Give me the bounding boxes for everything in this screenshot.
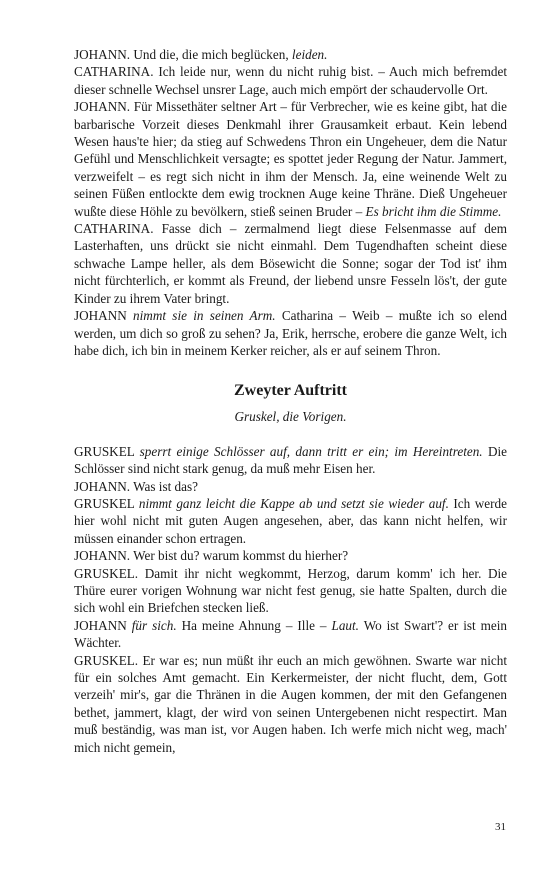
dialogue-text: Ich werde hier wohl nicht mit guten Augen angesehen, aber, das kann nicht helfen, wir müssen einander schon ertragen.: [74, 495, 507, 546]
stage-direction: Es bricht ihm die Stimme.: [365, 203, 502, 219]
dialogue-text: JOHANN. Für Missethäter seltner Art – für Verbrecher, wie es keine gibt, hat die barbarische Vorzeit dieses Denkmahl ihrer Grausamkeit erbaut. Kein lebend Wesen haus'te hier; da stieg auf Schwedens Thron ein Ungeheuer, dem die Natur Gefühl und Menschlichkeit versagte; es spottet jeder Regung der Natur. Jammert, verzweifelt – es regt sich nicht in ihm der Mensch. Ja, eine weinende Welt zu seinen Füßen entlockte dem ewig trocknen Auge keine Thräne. Dieß Ungeheuer wußte diese Höhle zu bevölkern, stieß seinen Bruder –: [74, 99, 507, 219]
dialogue-text: Die Schlösser sind nicht stark genug, da muß mehr Eisen her.: [74, 443, 507, 477]
stage-direction: sperrt einige Schlösser auf, dann tritt er ein; im Hereintreten.: [139, 443, 483, 459]
dialogue-text: GRUSKEL. Er war es; nun müßt ihr euch an mich gewöhnen. Swarte war nicht für ein solches Amt gemacht. Ein Kerkermeister, der nicht flucht, dem, Gott verzeih' mir's, gar die Thränen in die Augen kommen, der mit den Gefangenen bethet, jammert, klagt, der wird von seinen Untergebenen nicht respectirt. Man muß beständig, was man ist, vor Augen haben. Ich werfe mich nicht weg, mach' mich nicht gemein,: [74, 652, 507, 755]
dialogue-paragraph: [74, 220, 507, 307]
dialogue-text: CATHARINA. Ich leide nur, wenn du nicht ruhig bist. – Auch mich befremdet dieser schnelle Wechsel unsrer Lage, auch mich empört der schaudervolle Ort.: [74, 64, 507, 97]
dialogue-section-before: [74, 46, 507, 359]
stage-direction: nimmt ganz leicht die Kappe ab und setzt sie wieder auf.: [138, 495, 449, 511]
dialogue-text: JOHANN. Wer bist du? warum kommst du hierher?: [74, 548, 349, 564]
dialogue-text: JOHANN: [74, 308, 134, 324]
dialogue-paragraph: [74, 443, 507, 478]
dialogue-paragraph: [74, 98, 507, 220]
document-page: [74, 46, 507, 756]
dialogue-text: Wo ist Swart'? er ist mein Wächter.: [74, 617, 508, 651]
dialogue-paragraph: [74, 617, 507, 652]
dialogue-text: JOHANN. Was ist das?: [74, 478, 198, 494]
stage-direction: Laut.: [331, 617, 359, 633]
stage-direction: leiden.: [291, 47, 328, 62]
dialogue-paragraph: [74, 495, 507, 547]
stage-direction: nimmt sie in seinen Arm.: [133, 308, 276, 324]
dialogue-text: GRUSKEL: [74, 443, 140, 459]
scene-stage-direction: Gruskel, die Vorigen.: [234, 409, 347, 425]
page-number: 31: [495, 821, 506, 833]
stage-direction: für sich.: [131, 617, 177, 633]
dialogue-paragraph: [74, 547, 507, 564]
dialogue-paragraph: [74, 565, 507, 617]
dialogue-paragraph: [74, 307, 507, 359]
dialogue-paragraph: [74, 478, 507, 495]
dialogue-text: GRUSKEL. Damit ihr nicht wegkommt, Herzog, darum komm' ich her. Die Thüre eurer vorigen Wohnung war nicht fest genug, sie hatte Spalten, durch die sich wohl ein Briefchen stecken ließ.: [74, 565, 507, 616]
dialogue-text: Catharina – Weib – mußte ich so elend werden, um dich so groß zu sehen? Ja, Erik, herrsche, erobere die ganze Welt, ich habe dich, ich bin in meinem Kerker reicher, als er auf seinem Thron.: [74, 308, 507, 358]
dialogue-text: Ha meine Ahnung – Ille –: [176, 617, 332, 633]
dialogue-paragraph: [74, 652, 507, 756]
dialogue-text: GRUSKEL: [74, 495, 139, 511]
dialogue-paragraph: [74, 63, 507, 98]
dialogue-paragraph: [74, 46, 507, 63]
scene-heading: Zweyter Auftritt: [234, 382, 347, 400]
dialogue-text: JOHANN: [74, 617, 132, 633]
dialogue-text: JOHANN. Und die, die mich beglücken,: [74, 47, 292, 62]
dialogue-section-after: [74, 443, 507, 756]
dialogue-text: CATHARINA. Fasse dich – zermalmend liegt diese Felsenmasse auf dem Lasterhaften, uns drückt sie nicht einmahl. Dem Tugendhaften scheint diese schwache Lampe heller, als dem Bösewicht die Sonne; sogar der Tod ist' ihm nicht fürchterlich, er kommt als Freund, der liebend unsre Fesseln lös't, der gute Kinder zu ihrem Vater bringt.: [74, 221, 507, 306]
